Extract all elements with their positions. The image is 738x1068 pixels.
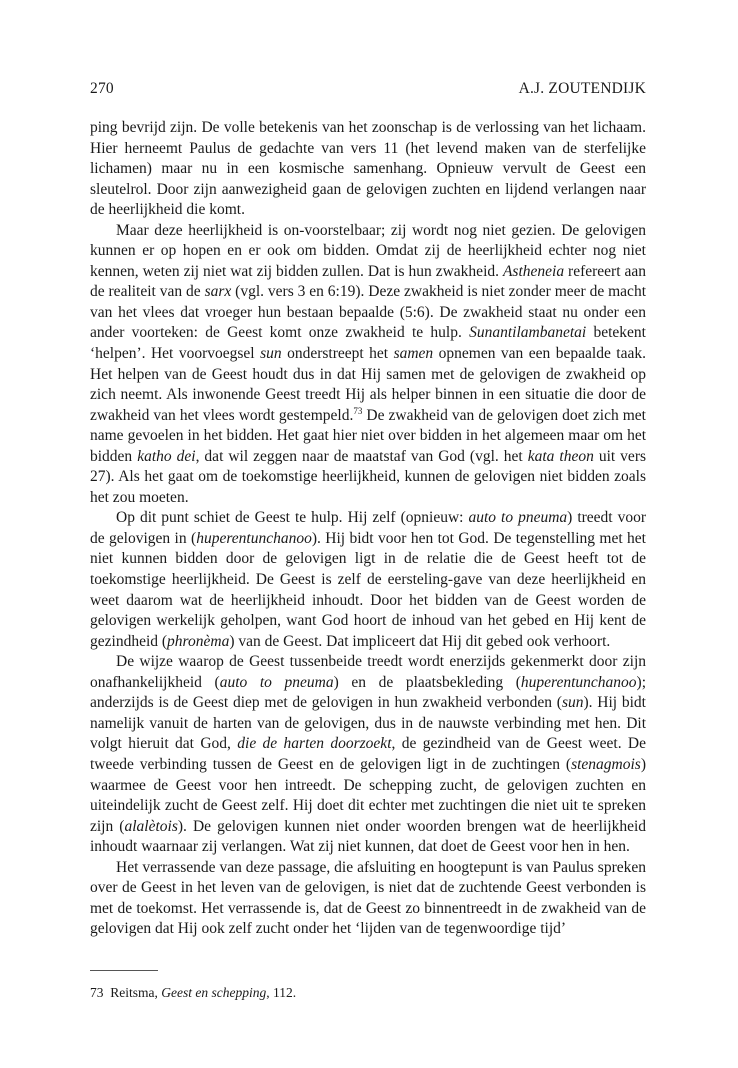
footnote-reference: 73 [353, 405, 363, 416]
text-run: Maar deze heerlijkheid is on-voorstelbaar; zij wordt nog niet gezien. De gelovigen kunnen er op hopen en er ook om bidden. Omdat zij de heerlijkheid echter nog niet kennen, weten zij niet wat zij bidden zullen. Dat is hun zwakheid. [90, 221, 646, 280]
footnote-rule [90, 970, 158, 971]
italic-term: Astheneia [502, 262, 565, 280]
italic-term: huperentunchanoo [520, 673, 637, 691]
text-run: onderstreept het [281, 345, 394, 363]
text-run: uit vers 27). Als het gaat om de toekomstige heerlijkheid, kunnen de gelovigen niet bidden zoals het zou moeten. [90, 447, 647, 506]
footnote-rest: , 112. [266, 985, 297, 1000]
body-text [90, 118, 646, 940]
text-run: De zwakheid van de gelovigen doet zich met name gevoelen in het bidden. Het gaat hier niet over bidden in het algemeen maar om het bidden [90, 406, 646, 465]
text-run: ). Hij bidt namelijk vanuit de harten van de gelovigen, dus in de nauwste verbinding met hen. Dit volgt hieruit dat God, [90, 694, 646, 753]
italic-term: katho dei [137, 447, 196, 465]
paragraph [90, 508, 646, 652]
text-run: ) en de plaatsbekleding ( [333, 673, 521, 691]
paragraph [90, 652, 646, 857]
italic-term: phronèma [167, 632, 230, 650]
running-header [90, 80, 646, 98]
text-run: ). Hij bidt voor hen tot God. De tegenstelling met het niet kunnen bidden door de gelovigen ligt in de relatie die de Geest heeft tot de toekomstige heerlijkheid. De Geest is zelf de eersteling-gave van deze heerlijkheid en weet daarom wat de heerlijkheid inhoudt. Door het bidden van de Geest worden de gelovigen werkelijk geholpen, want God hoort de inhoud van het gebed en Hij kent de gezindheid ( [90, 529, 646, 650]
text-run: , dat wil zeggen naar de maatstaf van God (vgl. het [195, 447, 528, 465]
text-run: Op dit punt schiet de Geest te hulp. Hij zelf (opnieuw: [116, 509, 469, 527]
text-run: (vgl. vers 3 en 6:19). Deze zwakheid is niet zonder meer de macht van het vlees dat vroeger hun bestaan bepaalde (5:6). De zwakheid staat nu onder een ander voorteken: de Geest komt onze zwakheid te hulp. [90, 283, 646, 342]
italic-term: die de harten doorzoekt [237, 735, 392, 753]
italic-term: samen [393, 345, 434, 363]
footnote [90, 984, 646, 1002]
running-head-author: A.J. ZOUTENDIJK [518, 80, 646, 97]
italic-term: huperentunchanoo [196, 529, 312, 547]
italic-term: sun [260, 345, 282, 363]
footnote-author: Reitsma, [110, 985, 162, 1000]
text-run: opnemen van een bepaalde taak. Het helpen van de Geest houdt dus in dat Hij samen met de gelovigen de zwakheid op zich neemt. Als inwonende Geest treedt Hij als helper binnen in een situatie die door de zwakheid van het vlees wordt gestempeld. [90, 345, 646, 424]
italic-term: sarx [204, 283, 232, 301]
text-run: , de gezindheid van de Geest weet. De tweede verbinding tussen de Geest en de gelovigen ligt in de zuchtingen ( [90, 735, 647, 773]
paragraph [90, 118, 646, 221]
text-run: ) waarmee de Geest voor hen intreedt. De schepping zucht, de gelovigen zuchten en uiteindelijk zucht de Geest zelf. Hij doet dit echter met zuchtingen die niet uit te spreken zijn ( [90, 755, 646, 835]
text-run: betekent ‘helpen’. Het voorvoegsel [90, 324, 646, 363]
text-run: refereert aan de realiteit van de [90, 262, 646, 301]
text-run: ). De gelovigen kunnen niet onder woorden brengen wat de heerlijkheid inhoudt waarnaar zij verlangen. Wat zij niet kunnen, dat doet de Geest voor hen in hen. [90, 817, 646, 856]
paragraph [90, 858, 646, 940]
text-run: ) treedt voor de gelovigen in ( [90, 509, 647, 547]
footnote-number: 73 [90, 985, 104, 1000]
italic-term: sun [561, 694, 584, 712]
text-run: ping bevrijd zijn. De volle betekenis van het zoonschap is de verlossing van het lichaam. Hier herneemt Paulus de gedachte van vers 11 (het levend maken van de sterfelijke lichamen) maar nu in een kosmische samenhang. Opnieuw vervult de Geest een sleutelrol. Door zijn aanwezigheid gaan de gelovigen zuchten en lijdend verlangen naar de heerlijkheid die komt. [90, 119, 646, 219]
italic-term: auto to pneuma [468, 509, 568, 527]
paragraph [90, 221, 646, 509]
page-number: 270 [90, 80, 114, 97]
italic-term: alalètois [124, 817, 178, 835]
italic-term: stenagmois [571, 755, 641, 773]
italic-term: auto to pneuma [219, 673, 334, 691]
italic-term: kata theon [527, 447, 594, 465]
text-run: Het verrassende van deze passage, die afsluiting en hoogtepunt is van Paulus spreken over de Geest in het leven van de gelovigen, is niet dat de zuchtende Geest verbonden is met de toekomst. Het verrassende is, dat de Geest zo binnentreedt in de zwakheid van de gelovigen dat Hij ook zelf zucht onder het ‘lijden van de tegenwoordige tijd’ [90, 858, 646, 938]
text-run: ); anderzijds is de Geest diep met de gelovigen in hun zwakheid verbonden ( [90, 673, 647, 712]
italic-term: Sunantilambanetai [469, 324, 587, 342]
text-run: ) van de Geest. Dat impliceert dat Hij dit gebed ook verhoort. [229, 632, 611, 650]
text-run: De wijze waarop de Geest tussenbeide treedt wordt enerzijds gekenmerkt door zijn onafhankelijkheid ( [90, 653, 646, 691]
footnote-title: Geest en schepping [161, 985, 267, 1000]
